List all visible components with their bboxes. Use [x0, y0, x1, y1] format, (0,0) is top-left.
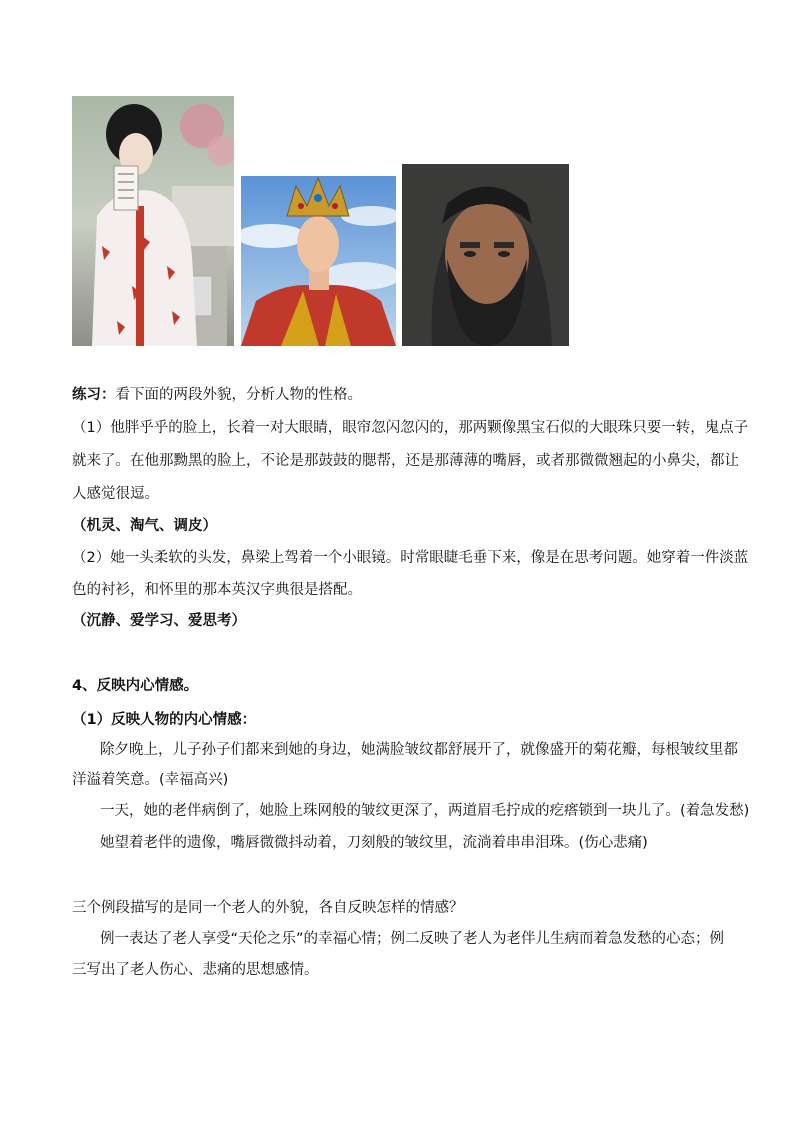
photo-bearded-man	[402, 164, 569, 346]
exercise-answer-1: （机灵、淘气、调皮）	[72, 518, 217, 534]
question-text: 三个例段描写的是同一个老人的外貌，各自反映怎样的情感？	[72, 900, 464, 916]
photo-monk-with-crown	[241, 176, 396, 346]
exercise-p1-line-1: （1）他胖乎乎的脸上，长着一对大眼睛，眼帘忽闪忽闪的，那两颗像黑宝石似的大眼珠只要一转，鬼点子	[72, 420, 749, 436]
exercise-label: 练习：	[72, 387, 116, 403]
answer-line-1: 例一表达了老人享受“天伦之乐”的幸福心情；例二反映了老人为老伴儿生病而着急发愁的心态；例	[100, 931, 725, 947]
exercise-intro-line	[72, 386, 362, 404]
answer-line-2: 三写出了老人伤心、悲痛的思想感情。	[72, 962, 319, 978]
section-4-subheading: （1）反映人物的内心情感：	[72, 712, 257, 728]
example-2: 一天，她的老伴病倒了，她脸上珠网般的皱纹更深了，两道眉毛拧成的疙瘩锁到一块儿了。(着急发愁)	[100, 803, 750, 819]
example-3: 她望着老伴的遗像，嘴唇微微抖动着，刀刻般的皱纹里，流淌着串串泪珠。(伤心悲痛)	[100, 835, 648, 851]
exercise-p1-line-3: 人感觉很逗。	[72, 486, 159, 502]
photo-woman-in-robe	[72, 96, 234, 346]
exercise-p2-line-1: （2）她一头柔软的头发，鼻梁上驾着一个小眼镜。时常眼睫毛垂下来，像是在思考问题。她穿着一件淡蓝	[72, 550, 749, 566]
section-4-heading: 4、反映内心情感。	[72, 678, 199, 694]
example-1-line-2: 洋溢着笑意。(幸福高兴)	[72, 772, 229, 788]
exercise-p2-line-2: 色的衬衫，和怀里的那本英汉字典很是搭配。	[72, 582, 362, 598]
example-1-line-1: 除夕晚上，儿子孙子们都来到她的身边，她满脸皱纹都舒展开了，就像盛开的菊花瓣，每根皱纹里都	[100, 742, 738, 758]
exercise-answer-2: （沉静、爱学习、爱思考）	[72, 613, 246, 629]
exercise-intro: 看下面的两段外貌，分析人物的性格。	[115, 387, 362, 403]
exercise-p1-line-2: 就来了。在他那黝黑的脸上，不论是那鼓鼓的腮帮，还是那薄薄的嘴唇，或者那微微翘起的小鼻尖，都让	[72, 453, 739, 469]
